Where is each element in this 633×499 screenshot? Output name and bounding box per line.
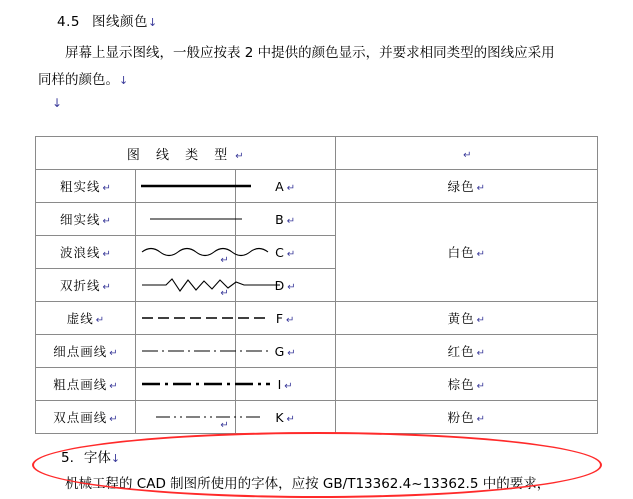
paragraph-mark-icon: ↵: [220, 420, 229, 431]
paragraph-mark-icon: ↵: [220, 255, 229, 266]
row-name-text: 细点画线: [53, 344, 108, 359]
row-code-text: A: [275, 178, 285, 194]
row-sample-cell: [135, 401, 235, 434]
row-color-cell: [335, 170, 597, 203]
paragraph-mark-icon: ↵: [286, 182, 296, 194]
row-name-text: 细实线: [59, 212, 101, 227]
section-heading-4-5: [57, 10, 158, 30]
zigzag-line-icon: [136, 276, 286, 294]
row-sample-cell: [135, 269, 235, 302]
paragraph-mark-icon: ↵: [109, 348, 118, 359]
row-sample-cell: [135, 203, 235, 236]
paragraph-mark-icon: ↵: [286, 413, 295, 425]
paragraph-mark-icon: ↵: [463, 149, 472, 161]
paragraph-mark-icon: ↵: [476, 183, 485, 194]
table-header-line-type: [36, 137, 336, 170]
row-color-text: 黄色: [447, 311, 475, 326]
row-color-cell: [335, 302, 597, 335]
row-name-text: 双折线: [59, 278, 101, 293]
row-sample-cell: [135, 170, 235, 203]
row-color-cell: [335, 368, 597, 401]
empty-paragraph-mark-icon: ↓: [52, 96, 63, 110]
paragraph-mark-icon: ↵: [109, 381, 118, 392]
body-paragraph-line1: 屏幕上显示图线，一般应按表 2 中提供的颜色显示，并要求相同类型的图线应采用: [65, 45, 555, 61]
row-name-cell: [36, 401, 136, 434]
dashed-line-icon: [136, 312, 276, 324]
row-sample-cell: [135, 368, 235, 401]
paragraph-mark-icon: ↵: [109, 414, 118, 425]
row-code-text: B: [275, 211, 285, 227]
paragraph-mark-icon: ↵: [476, 315, 485, 326]
paragraph-mark-icon: ↵: [102, 183, 111, 194]
paragraph-mark-icon: ↵: [287, 281, 296, 293]
row-name-cell: [36, 170, 136, 203]
row-sample-cell: [135, 236, 235, 269]
thick-dash-dot-line-icon: [136, 378, 276, 390]
line-types-table: [35, 136, 598, 434]
row-name-cell: [36, 335, 136, 368]
row-color-cell: [335, 335, 597, 368]
row-name-cell: [36, 368, 136, 401]
section-title: 图线颜色: [91, 14, 148, 30]
row-color-cell: [335, 203, 597, 302]
paragraph-mark-icon: ↵: [287, 347, 296, 359]
paragraph-mark-icon: ↓: [110, 452, 121, 465]
table-row: [36, 401, 598, 434]
paragraph-mark-icon: ↵: [476, 414, 485, 425]
row-color-text: 白色: [447, 245, 475, 260]
row-name-text: 粗实线: [59, 179, 101, 194]
wavy-line-icon: [136, 243, 286, 261]
row-color-text: 绿色: [447, 179, 475, 194]
row-name-cell: [36, 236, 136, 269]
paragraph-mark-icon: ↵: [102, 249, 111, 260]
row-color-text: 棕色: [447, 377, 475, 392]
thin-dash-dot-line-icon: [136, 345, 276, 357]
table-row: [36, 302, 598, 335]
paragraph-mark-icon: ↵: [286, 314, 295, 326]
paragraph-mark-icon: ↵: [284, 380, 293, 392]
body-paragraph-line2: 同样的颜色。: [38, 72, 119, 88]
paragraph-mark-icon: ↵: [235, 150, 244, 162]
dash-double-dot-line-icon: [136, 411, 276, 423]
section-heading-5: [61, 446, 120, 466]
row-color-text: 红色: [447, 344, 475, 359]
row-name-cell: [36, 302, 136, 335]
paragraph-mark-icon: ↵: [476, 381, 485, 392]
section-number: 4.5: [57, 14, 80, 30]
row-sample-cell: [135, 335, 235, 368]
section5-paragraph: 机械工程的 CAD 制图所使用的字体，应按 GB/T13362.4~13362.5 中的要求，: [65, 476, 551, 492]
row-name-text: 粗点画线: [53, 377, 108, 392]
table-row: [36, 203, 598, 236]
section-title: 字体: [83, 450, 111, 466]
body-paragraph-line2-wrap: [38, 67, 598, 94]
table-row: [36, 170, 598, 203]
table-header-row: [36, 137, 598, 170]
paragraph-mark-icon: ↵: [102, 282, 111, 293]
row-code-text: I: [277, 376, 283, 392]
paragraph-mark-icon: ↵: [286, 215, 296, 227]
row-name-cell: [36, 269, 136, 302]
row-color-text: 粉色: [447, 410, 475, 425]
table-header-title: 图 线 类 型: [126, 147, 234, 163]
table-row: [36, 368, 598, 401]
row-code-text: D: [274, 277, 286, 293]
row-name-text: 虚线: [66, 311, 94, 326]
paragraph-mark-icon: ↵: [220, 288, 229, 299]
body-paragraph: [38, 40, 598, 94]
table-row: [36, 335, 598, 368]
row-code-text: C: [275, 244, 285, 260]
paragraph-mark-icon: ↵: [476, 348, 485, 359]
row-name-cell: [36, 203, 136, 236]
paragraph-mark-icon: ↵: [102, 216, 111, 227]
row-name-text: 波浪线: [59, 245, 101, 260]
paragraph-mark-icon: ↵: [286, 248, 296, 260]
row-color-cell: [335, 401, 597, 434]
thin-solid-line-icon: [136, 213, 256, 225]
table-header-color: [335, 137, 597, 170]
paragraph-mark-icon: ↵: [95, 315, 105, 326]
paragraph-mark-icon: ↓: [147, 16, 158, 29]
thick-solid-line-icon: [136, 180, 256, 192]
section-number: 5.: [61, 450, 74, 466]
row-name-text: 双点画线: [53, 410, 108, 425]
paragraph-mark-icon: ↓: [119, 74, 129, 87]
paragraph-mark-icon: ↵: [476, 249, 485, 260]
row-code-text: G: [274, 343, 286, 359]
row-sample-cell: [135, 302, 235, 335]
row-code-text: F: [275, 310, 285, 326]
row-code-text: K: [275, 409, 285, 425]
